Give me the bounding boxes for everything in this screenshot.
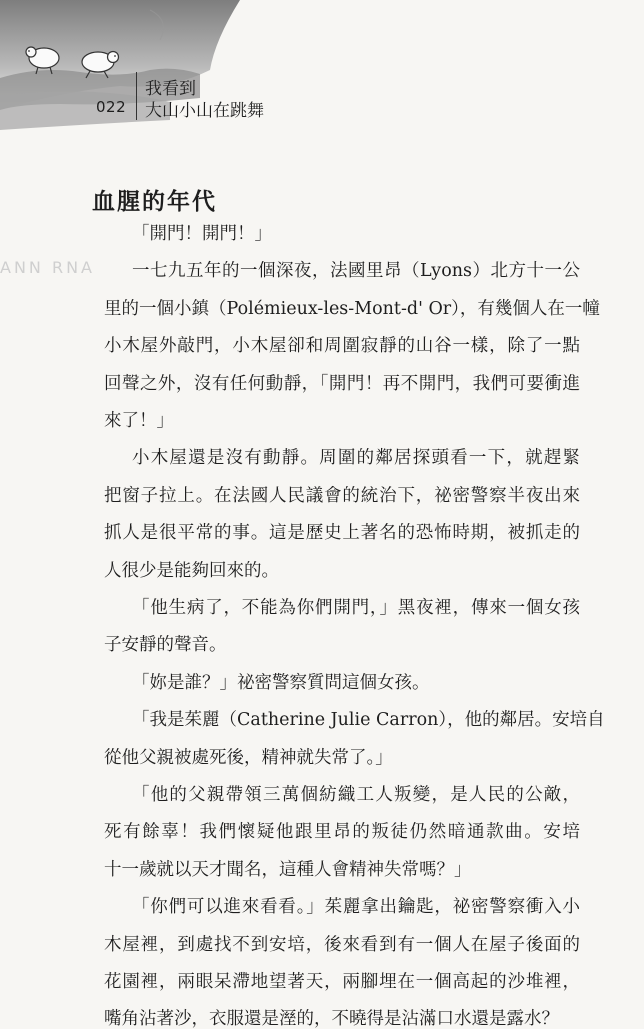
- page-number: 022: [96, 98, 127, 116]
- paragraph-line: 一七九五年的一個深夜，法國里昂（Lyons）北方十一公: [132, 261, 580, 282]
- paragraph-line: 木屋裡，到處找不到安培，後來看到有一個人在屋子後面的: [104, 934, 580, 955]
- paragraph-line: 嘴角沾著沙，衣服還是溼的，不曉得是沾滿口水還是露水？: [104, 1009, 559, 1029]
- header-divider: [136, 72, 137, 120]
- paragraph-line: 來了！」: [104, 411, 174, 431]
- series-title-line1: 我看到: [145, 79, 196, 99]
- paragraph-line: 人很少是能夠回來的。: [104, 560, 279, 581]
- chapter-title: 血腥的年代: [92, 188, 217, 215]
- paragraph-line: 子安靜的聲音。: [104, 635, 227, 656]
- paragraph-line: 「開門！開門！」: [132, 224, 272, 244]
- paragraph-line: 從他父親被處死後，精神就失常了。」: [104, 747, 393, 768]
- paragraph-line: 「你們可以進來看看。」茱麗拿出鑰匙，祕密警察衝入小: [132, 897, 580, 918]
- paragraph-line: 抓人是很平常的事。這是歷史上著名的恐怖時期，被抓走的: [104, 523, 580, 544]
- paragraph-line: 里的一個小鎮（Polémieux-les-Mont-d' Or），有幾個人在一幢: [104, 298, 600, 319]
- series-title-line2: 大山小山在跳舞: [145, 101, 264, 121]
- paragraph-line: 死有餘辜！我們懷疑他跟里昂的叛徒仍然暗通款曲。安培: [104, 822, 580, 843]
- paragraph-line: 「我是茱麗（Catherine Julie Carron），他的鄰居。安培自: [132, 710, 605, 731]
- header-illustration: [0, 0, 644, 140]
- background-bleed-text: ANN RNA: [0, 258, 95, 277]
- paragraph-line: 花園裡，兩眼呆滯地望著天，兩腳埋在一個高起的沙堆裡，: [104, 972, 580, 992]
- paragraph-line: 小木屋還是沒有動靜。周圍的鄰居探頭看一下，就趕緊: [132, 448, 580, 469]
- paragraph-line: 「妳是誰？」祕密警察質問這個女孩。: [132, 672, 430, 693]
- paragraph-line: 「他的父親帶領三萬個紡織工人叛變，是人民的公敵，: [132, 785, 580, 805]
- paragraph-line: 「他生病了，不能為你們開門，」黑夜裡，傳來一個女孩: [132, 598, 580, 618]
- paragraph-line: 小木屋外敲門，小木屋卻和周圍寂靜的山谷一樣，除了一點: [104, 336, 580, 357]
- paragraph-line: 十一歲就以天才聞名，這種人會精神失常嗎？」: [104, 859, 472, 880]
- paragraph-line: 回聲之外，沒有任何動靜，「開門！再不開門，我們可要衝進: [104, 373, 580, 394]
- paragraph-line: 把窗子拉上。在法國人民議會的統治下，祕密警察半夜出來: [104, 485, 580, 506]
